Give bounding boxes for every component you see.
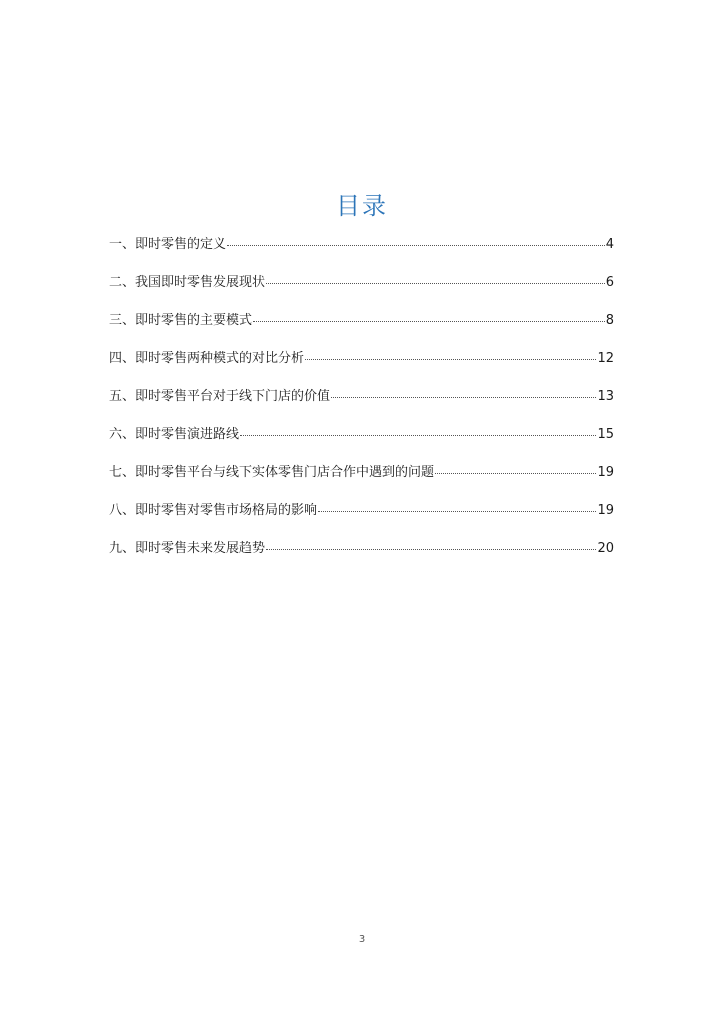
toc-entry-label: 五、即时零售平台对于线下门店的价值 xyxy=(109,389,331,404)
toc-entry-page: 6 xyxy=(605,275,614,290)
toc-leader xyxy=(331,397,596,398)
toc-entry-label: 二、我国即时零售发展现状 xyxy=(109,275,266,290)
toc-leader xyxy=(227,245,605,246)
toc-leader xyxy=(253,321,605,322)
toc-entry-label: 八、即时零售对零售市场格局的影响 xyxy=(109,503,318,518)
toc-entry[interactable] xyxy=(109,500,614,538)
toc-leader xyxy=(318,511,596,512)
toc-entry-page: 4 xyxy=(605,237,614,252)
toc-entry[interactable] xyxy=(109,348,614,386)
page-number: 3 xyxy=(358,934,366,945)
toc-leader xyxy=(266,283,605,284)
toc-entry-page: 19 xyxy=(597,465,614,480)
toc-entry[interactable] xyxy=(109,310,614,348)
toc-leader xyxy=(435,473,596,474)
toc-entry-page: 20 xyxy=(597,541,614,556)
toc-entry-label: 六、即时零售演进路线 xyxy=(109,427,240,442)
toc-entry[interactable] xyxy=(109,386,614,424)
toc-leader xyxy=(266,549,596,550)
toc-entry[interactable] xyxy=(109,462,614,500)
toc-list xyxy=(109,234,614,576)
toc-leader xyxy=(240,435,596,436)
toc-entry-page: 8 xyxy=(605,313,614,328)
toc-entry-label: 四、即时零售两种模式的对比分析 xyxy=(109,351,305,366)
toc-title: 目录 xyxy=(336,192,388,220)
toc-entry-page: 12 xyxy=(597,351,614,366)
toc-entry-page: 13 xyxy=(597,389,614,404)
toc-entry-page: 15 xyxy=(597,427,614,442)
toc-entry[interactable] xyxy=(109,234,614,272)
toc-entry-label: 一、即时零售的定义 xyxy=(109,237,227,252)
toc-entry-page: 19 xyxy=(597,503,614,518)
toc-leader xyxy=(305,359,596,360)
toc-entry-label: 七、即时零售平台与线下实体零售门店合作中遇到的问题 xyxy=(109,465,435,480)
toc-entry[interactable] xyxy=(109,272,614,310)
toc-entry[interactable] xyxy=(109,424,614,462)
toc-entry[interactable] xyxy=(109,538,614,576)
toc-entry-label: 三、即时零售的主要模式 xyxy=(109,313,253,328)
toc-entry-label: 九、即时零售未来发展趋势 xyxy=(109,541,266,556)
